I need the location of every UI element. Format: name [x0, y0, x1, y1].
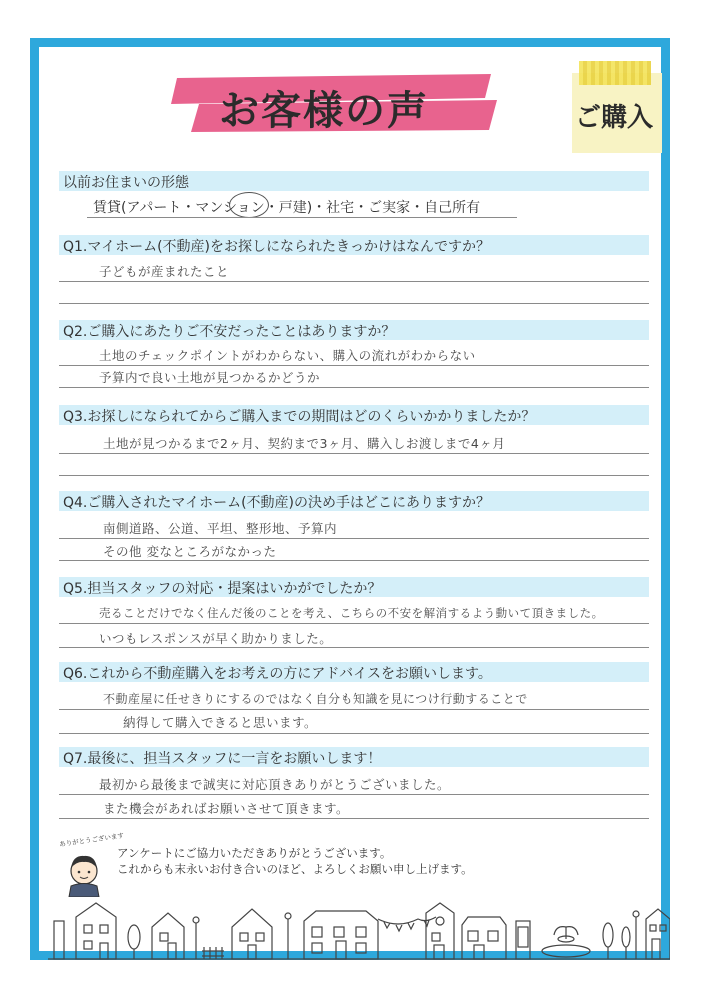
q6-answer-2: 納得して購入できると思います。	[123, 715, 318, 730]
q3-answer-1: 土地が見つかるまで2ヶ月、契約まで3ヶ月、購入しお渡しまで4ヶ月	[103, 436, 506, 451]
q5-answer-2: いつもレスポンスが早く助かりました。	[99, 631, 333, 646]
q2-line-1	[59, 365, 649, 366]
q5-label: Q5.担当スタッフの対応・提案はいかがでしたか？	[63, 581, 382, 597]
q7-line-1	[59, 794, 649, 795]
q6-line-1	[59, 709, 649, 710]
residence-label: 以前お住まいの形態	[63, 175, 189, 191]
speech-text: ありがとうございます	[58, 831, 125, 849]
survey-frame	[30, 38, 670, 960]
q6-label: Q6.これから不動産購入をお考えの方にアドバイスをお願いします。	[63, 666, 492, 682]
townscape-illustration	[48, 899, 670, 961]
q7-answer-2: また機会があればお願いさせて頂きます。	[103, 801, 350, 816]
q4-line-2	[59, 560, 649, 561]
q7-answer-1: 最初から最後まで誠実に対応頂きありがとうございました。	[99, 777, 451, 792]
footer-line-2: これからも末永いお付き合いのほど、よろしくお願い申し上げます。	[117, 862, 473, 876]
q5-answer-1: 売ることだけでなく住んだ後のことを考え、こちらの不安を解消するよう動いて頂きました。	[99, 606, 604, 620]
residence-options: 賃貸(アパート・マンション・戸建)・社宅・ご実家・自己所有	[93, 200, 481, 216]
q4-line-1	[59, 538, 649, 539]
q1-answer-1: 子どもが産まれたこと	[99, 264, 230, 279]
q5-line-2	[59, 647, 649, 648]
q3-line-2	[59, 475, 649, 476]
q2-answer-1: 土地のチェックポイントがわからない、購入の流れがわからない	[99, 348, 476, 363]
q2-line-2	[59, 387, 649, 388]
q2-answer-2: 予算内で良い土地が見つかるかどうか	[99, 370, 321, 385]
footer-line-1: アンケートにご協力いただきありがとうございます。	[117, 846, 392, 860]
q4-answer-1: 南側道路、公道、平坦、整形地、予算内	[103, 521, 338, 536]
q7-label: Q7.最後に、担当スタッフに一言をお願いします！	[63, 751, 382, 767]
q2-label: Q2.ご購入にあたりご不安だったことはありますか？	[63, 324, 396, 340]
q4-answer-2: その他 変なところがなかった	[103, 544, 277, 559]
q1-label: Q1.マイホーム(不動産)をお探しになられたきっかけはなんですか？	[63, 239, 491, 255]
q5-line-1	[59, 623, 649, 624]
masking-tape	[579, 61, 651, 85]
selected-option-circle	[229, 192, 269, 218]
q6-line-2	[59, 733, 649, 734]
q1-line-2	[59, 303, 649, 304]
q7-line-2	[59, 818, 649, 819]
q3-label: Q3.お探しになられてからご購入までの期間はどのくらいかかりましたか？	[63, 409, 536, 425]
page-title: お客様の声	[219, 88, 429, 134]
q4-label: Q4.ご購入されたマイホーム(不動産)の決め手はどこにありますか？	[63, 495, 491, 511]
residence-underline	[87, 217, 517, 218]
q6-answer-1: 不動産屋に任せきりにするのではなく自分も知識を見につけ行動することで	[103, 692, 528, 706]
q1-line-1	[59, 281, 649, 282]
purchase-badge: ご購入	[574, 103, 653, 133]
q3-line-1	[59, 453, 649, 454]
